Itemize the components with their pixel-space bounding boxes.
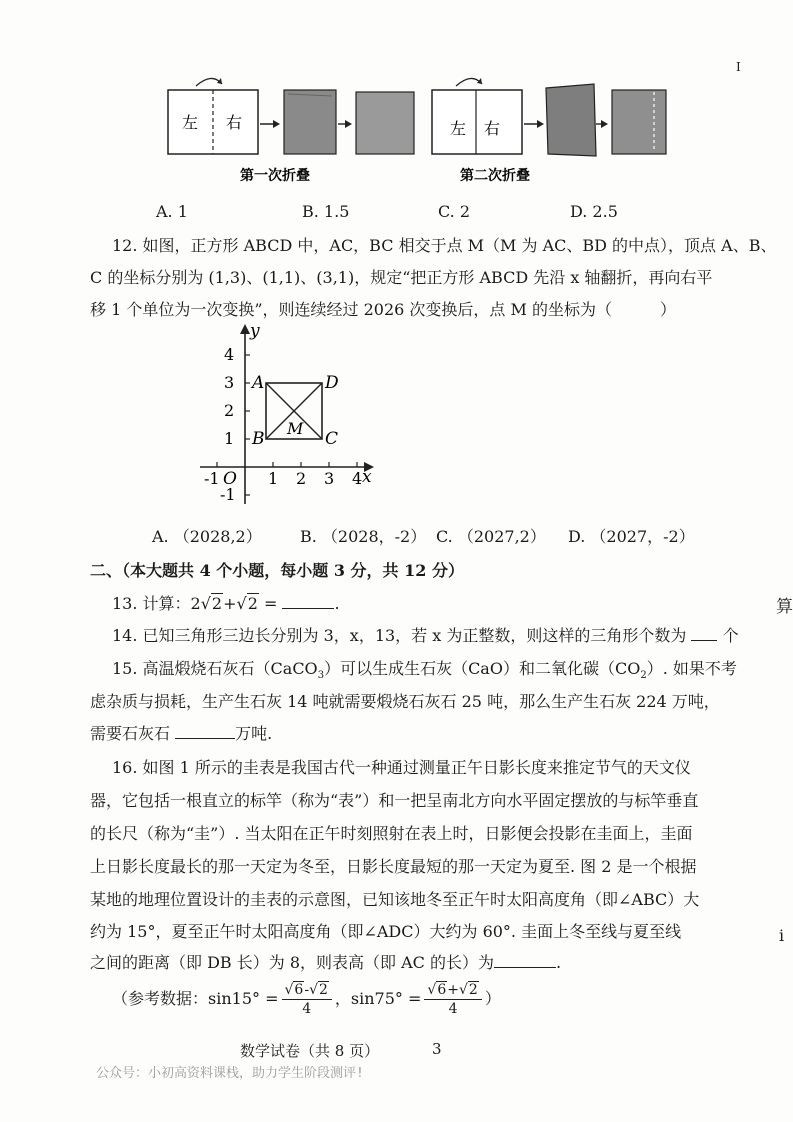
q12-line-2: C 的坐标分别为 (1,3)、(1,1)、(3,1)，规定“把正方形 ABCD 先沿 x 轴翻折，再向右平 xyxy=(90,268,713,287)
right-label-1: 右 xyxy=(226,113,243,132)
caption-second-fold: 第二次折叠 xyxy=(460,168,530,184)
q13-end: . xyxy=(334,594,340,613)
q13-prefix: 13. 计算：2 xyxy=(112,594,201,613)
q16-line-1: 16. 如图 1 所示的圭表是我国古代一种通过测量正午日影长度来推定节气的天文仪 xyxy=(112,758,691,777)
y-tick: 1 xyxy=(224,429,235,448)
section-2-heading: 二、（本大题共 4 个小题，每小题 3 分，共 12 分） xyxy=(90,561,464,580)
x-tick: -1 xyxy=(204,469,220,488)
q16-line-4: 上日影长度最长的那一天定为冬至，日影长度最短的那一天定为夏至. 图 2 是一个根据 xyxy=(90,857,697,876)
x-tick: 1 xyxy=(268,469,279,488)
q13-answer-blank[interactable] xyxy=(282,594,334,609)
q13-plus: + xyxy=(223,594,237,613)
left-label-1: 左 xyxy=(182,113,199,132)
q16-line-7: 之间的距离（即 DB 长）为 8，则表高（即 AC 的长）为 . xyxy=(90,953,562,972)
sqrt-symbol: √ xyxy=(200,594,211,613)
edge-mark-mid: 算 xyxy=(776,597,793,617)
q12-option-c: C. （2027,2） xyxy=(436,527,546,546)
origin-label: O xyxy=(223,469,237,489)
point-d-label: D xyxy=(325,373,339,393)
q11-option-c: C. 2 xyxy=(438,202,471,221)
paper-folded-2 xyxy=(612,90,666,154)
x-tick: 2 xyxy=(296,469,307,488)
paper-unfolded-2 xyxy=(432,90,522,154)
q11-option-b: B. 1.5 xyxy=(302,202,350,221)
right-label-2: 右 xyxy=(484,119,501,138)
q16-line-6: 约为 15°，夏至正午时太阳高度角（即∠ADC）大约为 60°. 圭面上冬至线与夏至线 xyxy=(90,922,682,941)
q14-end: 个 xyxy=(722,626,739,645)
point-m-label: M xyxy=(287,419,304,438)
x-tick: 3 xyxy=(324,469,335,488)
left-label-2: 左 xyxy=(450,119,467,138)
caption-first-fold: 第一次折叠 xyxy=(240,168,310,184)
y-tick: -1 xyxy=(220,485,236,504)
q16-reference-data: （参考数据：sin15° = $\frac{√6-√2}{4}$ ，sin75° = $\frac{√6+√2}{4}$ ） xyxy=(112,981,501,1017)
q16-line-3: 的长尺（称为“圭”）. 当太阳在正午时刻照射在表上时，日影便会投影在圭面上，圭面 xyxy=(90,824,693,843)
q13 xyxy=(112,594,340,614)
q12-coordinate-graph xyxy=(190,322,390,512)
q12-option-a: A. （2028,2） xyxy=(152,527,262,546)
paper-folding-1 xyxy=(284,90,336,154)
paper-folding-2 xyxy=(546,84,596,156)
q14-answer-blank[interactable] xyxy=(691,626,717,641)
footer-title: 数学试卷（共 8 页） xyxy=(240,1042,380,1060)
y-axis-label: y xyxy=(250,322,260,341)
q11-option-a: A. 1 xyxy=(156,202,188,221)
q12-option-b: B. （2028，-2） xyxy=(300,527,427,546)
q13-radicand-1: 2 xyxy=(211,594,223,613)
sqrt-symbol: √ xyxy=(236,594,247,613)
q12-line-1: 12. 如图，正方形 ABCD 中，AC，BC 相交于点 M（M 为 AC、BD 的中点），顶点 A、B、 xyxy=(112,236,777,255)
edge-mark-low: i xyxy=(779,926,785,945)
point-a-label: A xyxy=(252,373,265,393)
point-c-label: C xyxy=(325,429,339,449)
q16-line-2: 器，它包括一根直立的标竿（称为“表”）和一把呈南北方向水平固定摆放的与标竿垂直 xyxy=(90,791,699,810)
q14-text: 14. 已知三角形三边长分别为 3，x，13，若 x 为正整数，则这样的三角形个数为 xyxy=(112,626,687,645)
q15-line-2: 虑杂质与损耗，生产生石灰 14 吨就需要煅烧石灰石 25 吨，那么生产生石灰 224 万吨， xyxy=(90,692,720,711)
edge-mark-top: I xyxy=(736,60,741,74)
fraction-sin15: $\frac{√6-√2}{4}$ xyxy=(282,981,332,1018)
q13-radicand-2: 2 xyxy=(247,594,258,613)
fraction-sin75: $\frac{√6+√2}{4}$ xyxy=(424,981,481,1018)
q11-option-d: D. 2.5 xyxy=(570,202,618,221)
q15-line-1: 15. 高温煅烧石灰石（CaCO$_3$）可以生成生石灰（CaO）和二氧化碳$(CO_2)$. 如果不考 xyxy=(112,659,737,682)
x-tick: 4 xyxy=(352,469,363,488)
y-tick: 3 xyxy=(224,373,235,392)
q15-line-3: 需要石灰石 万吨. xyxy=(90,724,273,743)
folding-diagram xyxy=(160,70,680,190)
q12-option-d: D. （2027，-2） xyxy=(568,527,695,546)
q16-answer-blank[interactable] xyxy=(494,953,556,968)
q16-line-5: 某地的地理位置设计的圭表的示意图，已知该地冬至正午时太阳高度角（即∠ABC）大 xyxy=(90,890,700,909)
x-axis-label: x xyxy=(362,467,372,487)
footer-watermark: 公众号：小初高资料课栈，助力学生阶段测评! xyxy=(96,1066,364,1081)
point-b-label: B xyxy=(252,429,265,449)
paper-folded-1 xyxy=(356,92,414,154)
q12-line-3: 移 1 个单位为一次变换”，则连续经过 2026 次变换后，点 M 的坐标为（ ） xyxy=(90,300,676,319)
footer-page-number: 3 xyxy=(432,1040,442,1058)
y-tick: 2 xyxy=(224,401,235,420)
q13-equals: = xyxy=(258,594,283,613)
y-tick: 4 xyxy=(224,345,235,364)
q14 xyxy=(112,626,739,646)
q15-answer-blank[interactable] xyxy=(175,724,235,739)
